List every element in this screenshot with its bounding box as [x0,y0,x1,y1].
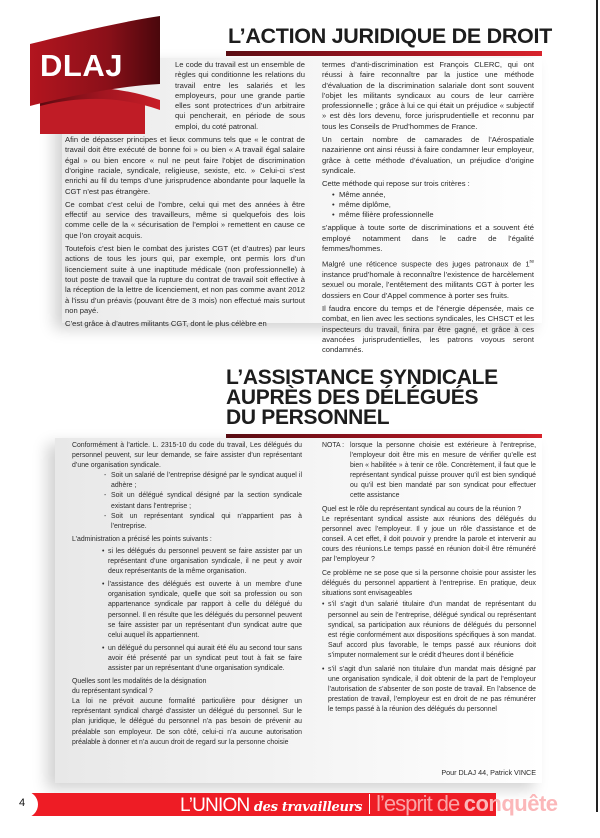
section1-intro: Le code du travail est un ensemble de règles qui conditionne les relations du travail entre les salariés et les employeurs, pour une grande partie elles sont protectrices d’un arbitraire qui pencherait, en période de sous emploi, du coté patronal. [175,60,305,131]
text-span: Malgré une réticence suspecte des juges patronaux de 1 [322,259,530,269]
brand-des-travailleurs: des travailleurs [253,800,363,815]
question-heading: du représentant syndical ? [72,688,153,696]
section2-title [226,368,546,428]
article-signature: Pour DLAJ 44, Patrick VINCE [441,768,536,777]
page-edge-border [596,0,598,812]
brand-esprit: l’esprit de [376,791,460,816]
section1-paragraph: Toutefois c’est bien le combat des juristes CGT (et d’autres) par leurs actions de tous les jours qui, par exemple, ont permis lors d’un licenciement suite à une inaptitude médicale (non professionnelle) à tout poste de travail que la rupture du contrat de travail soit effective à la réception de la lettre de licenciement, et non pas comme avant 2012 à l’issu d’un préavis (pouvant être de 3 mois) non effectué mais surtout non payé. [65,244,305,315]
section2-title-line: L’ASSISTANCE SYNDICALE [226,366,498,389]
section2-paragraph: Conformément à l’article. L. 2315-10 du code du travail, Les délégués du personnel peuvent, sur leur demande, se faire assister d’un représentant d’une organisation syndicale. [72,442,302,470]
section1-paragraph: termes d’anti-discrimination est François CLERC, qui ont réussi à faire reconnaître par la justice une méthode d’évaluation de la discrimination salariale dont sont souvent l’objet les militants syndicaux au cours de leur carrière professionnelle ; grâce à lui ce qui était un préjudice « subjectif » est dès lors devenu, force jurisprudentielle et reconnu par tous les Conseils de Prud’hommes de France. [322,60,534,131]
section1-paragraph [322,257,534,301]
section1-column-left [65,60,305,332]
representative-options-list [72,471,302,532]
option-item: - Soit un salarié de l’entreprise désigné par le syndicat auquel il adhère ; [104,471,302,491]
brand-conquete: conquête [463,791,558,816]
point-item: • si les délégués du personnel peuvent se faire assister par un représentant d’une organisation syndicale, il ne peut y avoir deux représentants de la même organisation. [102,547,302,577]
criteria-list [322,190,534,221]
section1-title-rule [226,51,542,56]
question-heading: Quelles sont les modalités de la désignation [72,678,207,686]
section1-paragraph: Ce combat c’est celui de l’ombre, celui qui met des années à être effectif au service des travailleurs, même si quelquefois des lois comme celle de la « sécurisation de l’emploi » remettent en cause ce que l’on croyait acquis. [65,199,305,240]
section1-paragraph: Afin de dépasser principes et lieux communs tels que « le contrat de travail doit être exécuté de bonne foi » ou bien « A travail égal salaire égal » ou bien encore « nul ne peut faire l’objet de discrimination d’origine raciale, syndicale, religieuse, sexiste, etc. » Celui-ci s’est enrichi au fil du temps d’une jurisprudence abondante pour laquelle la CGT n’est pas étrangère. [65,135,305,196]
footer-brand [180,791,558,817]
text-span: instance prud’homale à reconnaître l’existence de harcèlement sexuel ou morale, l’entêtement des militants CGT à porter les dossiers en Cour d’Appel commence à porter ses fruits. [322,270,534,300]
criteria-intro: Cette méthode qui repose sur trois critères : [322,179,470,189]
situation-item: • s’il s’agit d’un salarié non titulaire d’un mandat mais désigné par une organisation syndicale, il doit obtenir de la part de l’employeur l’autorisation de s’absenter de son poste de travail. En l’absence de prestation de travail, l’employeur est en droit de ne pas rémunérer le temps passé à la réunion des délégués du personnel [322,665,536,715]
brand-separator [369,794,370,814]
section1-column-right [322,60,534,359]
section1-paragraph: C’est grâce à d’autres militants CGT, dont le plus célèbre en [65,319,267,329]
section2-column-left [72,441,302,750]
brand-union: L’UNION [180,795,250,816]
point-item: • l’assistance des délégués est ouverte à un membre d’une organisation syndicale, quelle que soit sa profession ou son appartenance syndicale par rapport à celle du délégué du personnel. Il en résulte que les délégués du personnel peuvent se faire assister par un représentant d’un syndicat autre que celui auquel ils appartiennent. [102,580,302,641]
section1-paragraph: Il faudra encore du temps et de l’énergie dépensée, mais ce combat, en lien avec les sections syndicales, les CHSCT et les inspecteurs du travail, finira par être gagné, et grâce à ces avancées jurisprudentielles, les patrons voyous seront condamnés. [322,304,534,355]
option-item: - Soit un délégué syndical désigné par la section syndicale existant dans l’entreprise ; [104,491,302,511]
criteria-item: • même diplôme, [332,200,534,210]
section2-paragraph: Ce problème ne se pose que si la personne choisie pour assister les délégués du personnel appartient à l’entreprise. En pratique, deux situations sont envisageables [322,570,536,598]
situations-list [322,600,536,715]
ordinal-suffix: re [529,259,534,266]
nota-block [322,441,536,502]
section2-column-right [322,441,536,719]
criteria-item: • même filière professionnelle [332,210,534,220]
nota-label: NOTA : [322,442,345,449]
page-number: 4 [19,797,26,809]
criteria-item: • Même année, [332,190,534,200]
nota-text: lorsque la personne choisie est extérieure à l’entreprise, l’employeur doit être mis en mesure de vérifier qu’elle est bien « habilitée » à tenir ce rôle. Concrètement, il faut que le représentant syndical puisse prouver qu’il est bien syndiqué ou qu’il est bien mandaté par son syndicat pour effectuer cette assistance [350,442,536,500]
question-heading: Quel est le rôle du représentant syndical au cours de la réunion ? [322,505,522,513]
dlaj-badge-label: DLAJ [40,48,123,83]
section1-paragraph: s’applique à toute sorte de discriminations et a souvent été employé notamment dans le cadre de l’égalité femmes/hommes. [322,223,534,254]
section2-title-line: AUPRÈS DES DÉLÉGUÉS [226,386,479,409]
section2-paragraph: La loi ne prévoit aucune formalité particulière pour désigner un représentant syndical chargé d’assister un délégué du personnel. Sur le plan juridique, le délégué du personnel n’a pas besoin de prévenir au préalable son employeur. De son côté, celui-ci n’a aucune autorisation préalable à donner et n’a aucun droit de regard sur la personne choisie [72,698,302,746]
option-item: - Soit un représentant syndical qui n’appartient pas à l’entreprise. [104,512,302,532]
section2-title-line: DU PERSONNEL [226,406,390,429]
situation-item: • s’il s’agit d’un salarié titulaire d’un mandat de représentant du personnel au sein de l’entreprise, délégué syndical ou représentant syndical, sa participation aux réunions de délégués du personnel est régie conformément aux dispositions spécifiques à son mandat. Sauf accord plus favorable, le temps passé aux réunions doit s’imputer normalement sur le crédit d’heures dont il bénéficie [322,600,536,661]
administration-points-list [72,547,302,674]
section1-paragraph: Un certain nombre de camarades de l’Aérospatiale nazairienne ont ainsi réussi à faire condamner leur employeur, grâce à cette méthode d’évaluation, un préjudice d’origine syndicale. [322,135,534,175]
section2-paragraph: Le représentant syndical assiste aux réunions des délégués du personnel avec l’employeur. Il y joue un rôle d’assistance et de conseil. A cet effet, il doit pouvoir y prendre la parole et intervenir au cours des réunions.Le temps passé en réunion doit-il être rémunéré par l’employeur ? [322,515,536,564]
section2-paragraph: L’administration a précisé les points suivants : [72,535,212,543]
section1-title: L’ACTION JURIDIQUE DE DROIT [228,24,552,48]
point-item: • un délégué du personnel qui aurait été élu au second tour sans avoir été présenté par un syndicat peut tout à fait se faire assister par un représentant d’une organisation syndicale. [102,644,302,674]
